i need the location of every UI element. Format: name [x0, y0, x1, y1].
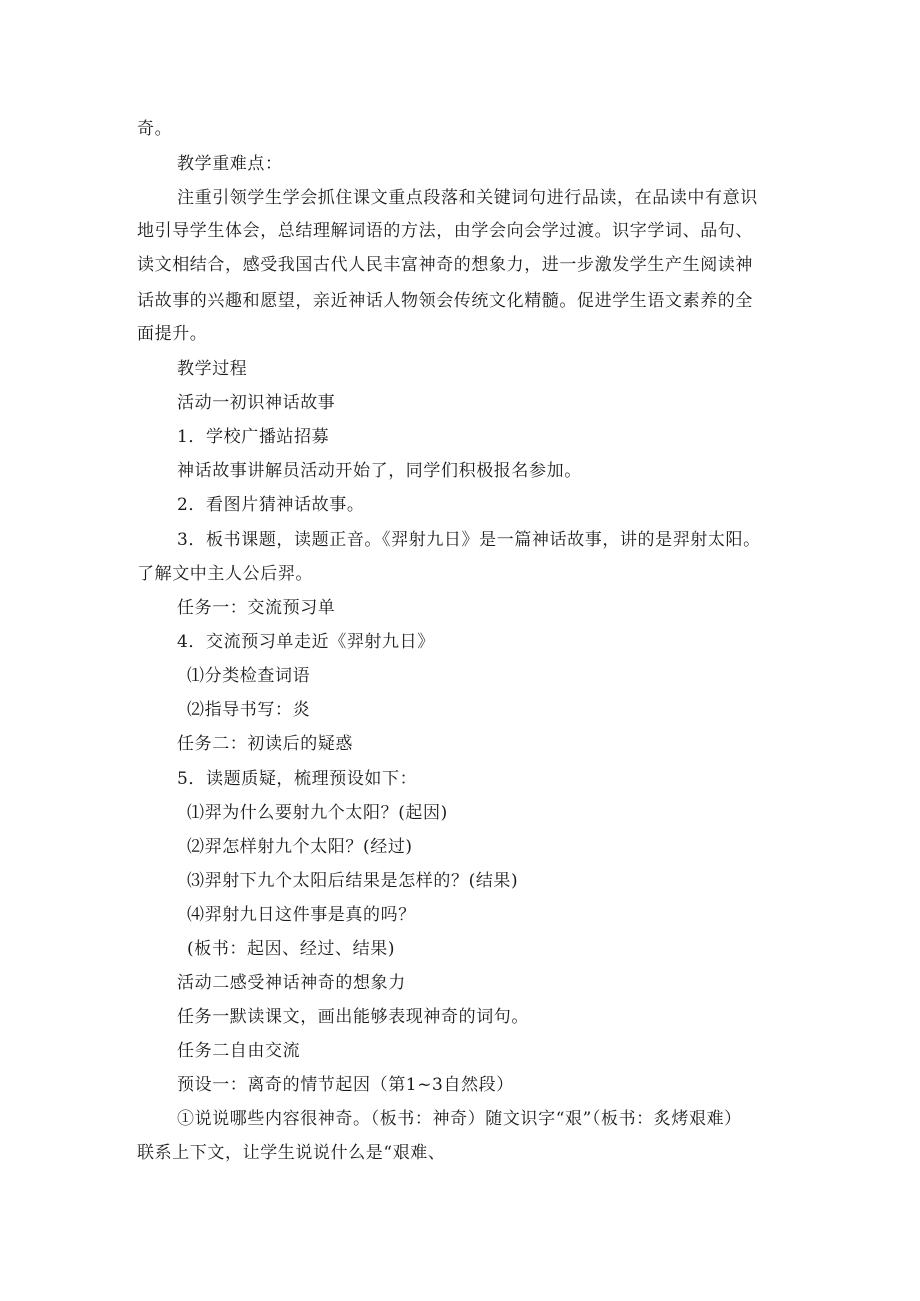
list-item: 2．看图片猜神话故事。: [177, 495, 365, 515]
paragraph-line: 面提升。: [137, 324, 208, 344]
sub-item: ⑵指导书写：炎: [187, 700, 311, 720]
paragraph-line: 神话故事讲解员活动开始了，同学们积极报名参加。: [177, 461, 582, 481]
paragraph-line: 话故事的兴趣和愿望，亲近神话人物领会传统文化精髓。促进学生语文素养的全: [137, 291, 753, 311]
paragraph-line: 读文相结合，感受我国古代人民丰富神奇的想象力，进一步激发学生产生阅读神: [137, 255, 753, 275]
paragraph-line: ①说说哪些内容很神奇。（板书：神奇）随文识字“艰”（板书：炙烤艰难）: [177, 1109, 742, 1129]
section-heading: 教学过程: [177, 359, 248, 379]
list-item: 3．板书课题，读题正音。《羿射九日》是一篇神话故事，讲的是羿射太阳。: [177, 530, 761, 550]
paragraph-line: 预设一：离奇的情节起因（第1~3自然段）: [177, 1075, 514, 1095]
task-heading: 任务一：交流预习单: [177, 598, 336, 618]
board-note: (板书：起因、经过、结果): [187, 939, 396, 959]
activity-heading: 活动二感受神话神奇的想象力: [177, 973, 406, 993]
sub-item: ⑶羿射下九个太阳后结果是怎样的？(结果): [187, 871, 519, 891]
paragraph-line: 地引导学生体会，总结理解词语的方法，由学会向会学过渡。识字学词、品句、: [137, 221, 753, 241]
task-heading: 任务一默读课文，画出能够表现神奇的词句。: [177, 1007, 529, 1027]
sub-item: ⑴羿为什么要射九个太阳？(起因): [187, 803, 448, 823]
paragraph-line: 了解文中主人公后羿。: [137, 564, 313, 584]
section-heading: 教学重难点：: [177, 154, 283, 174]
text-line: 奇。: [137, 119, 173, 139]
paragraph-line: 注重引领学生学会抓住课文重点段落和关键词句进行品读，在品读中有意识: [177, 188, 758, 208]
list-item: 1．学校广播站招募: [177, 427, 330, 447]
task-heading: 任务二：初读后的疑惑: [177, 734, 353, 754]
sub-item: ⑵羿怎样射九个太阳？(经过): [187, 837, 413, 857]
sub-item: ⑴分类检查词语: [187, 666, 311, 686]
task-heading: 任务二自由交流: [177, 1041, 301, 1061]
list-item: 5．读题质疑，梳理预设如下：: [177, 769, 418, 789]
list-item: 4．交流预习单走近《羿射九日》: [177, 632, 435, 652]
sub-item: ⑷羿射九日这件事是真的吗？: [187, 905, 416, 925]
paragraph-line: 联系上下文，让学生说说什么是“艰难、: [137, 1143, 446, 1163]
activity-heading: 活动一初识神话故事: [177, 393, 336, 413]
